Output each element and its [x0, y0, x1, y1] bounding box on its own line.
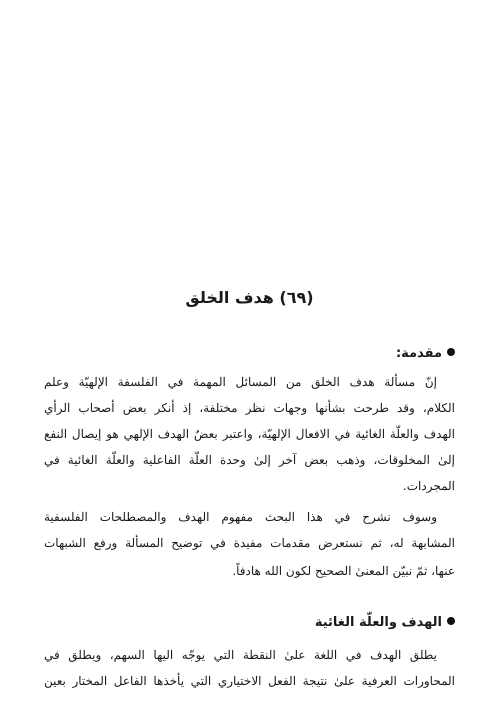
paragraph-line: الكلام، وقد طرحت بشأنها وجهات نظر مختلفة، إذ أنكر بعض أصحاب الرأي: [44, 401, 455, 415]
section-heading-label: الهدف والعلّة الغائية: [314, 615, 442, 630]
paragraph-line: إنّ مسألة هدف الخلق من المسائل المهمة في الفلسفة الإلهيّة وعلم: [44, 375, 437, 389]
chapter-title: (٦٩) هدف الخلق: [185, 288, 314, 307]
paragraph-line: المجردات.: [402, 479, 455, 493]
section-heading-introduction: [396, 344, 455, 364]
paragraph-line: المحاورات العرفية علىٰ نتيجة الفعل الاختياري التي يأخذها الفاعل المختار بعين: [44, 674, 455, 688]
bullet-icon: [447, 348, 455, 356]
paragraph-line: يطلق الهدف في اللغة علىٰ النقطة التي يوجّه اليها السهم، ويطلق في: [44, 648, 437, 662]
paragraph-line: وسوف نشرح في هذا البحث مفهوم الهدف والمصطلحات الفلسفية: [44, 510, 437, 524]
section-heading-label: مقدمة:: [395, 346, 442, 361]
paragraph-line: المشابهة له، ثم نستعرض مقدمات مفيدة في توضيح المسألة ورفع الشبهات: [44, 536, 455, 550]
paragraph-line: الهدف والعلّة الغائية في الافعال الإلهيّة، واعتبر بعضٌ الهدف الإلهي هو إيصال النفع: [44, 427, 455, 441]
paragraph-line: إلىٰ المخلوقات، وذهب بعض آخر إلىٰ وحدة العلّة الفاعلية والعلّة الغائية في: [44, 453, 455, 467]
section-heading-purpose-final-cause: [315, 613, 455, 633]
paragraph-line: عنها، ثمّ نبيّن المعنىٰ الصحيح لكون الله هادفاً.: [232, 564, 455, 578]
bullet-icon: [447, 617, 455, 625]
